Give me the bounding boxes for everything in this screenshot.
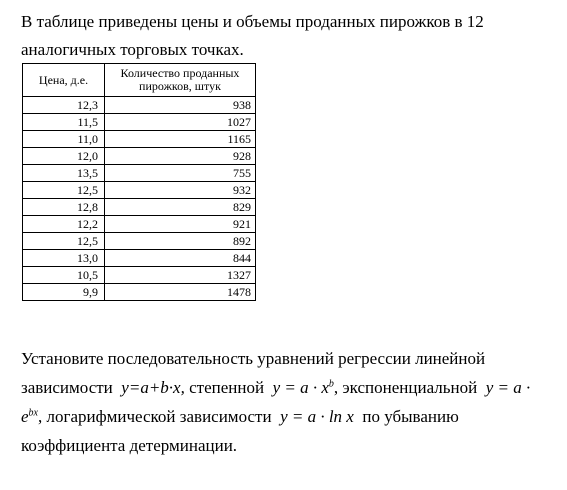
cell-price: 12,8 <box>23 199 105 216</box>
cell-quantity: 938 <box>105 97 256 114</box>
cell-quantity: 928 <box>105 148 256 165</box>
cell-price: 10,5 <box>23 267 105 284</box>
table-header-row <box>23 64 256 97</box>
task-text-part-1: Установите последовательность уравнений регрессии линейной зависимости <box>21 349 486 397</box>
equation-logarithmic: y = a · ln x <box>280 407 354 426</box>
task-text-part-5: по убыванию коэффициента детерминации. <box>21 407 459 455</box>
table-row <box>23 114 256 131</box>
equation-exponential-exponent: bx <box>28 407 38 419</box>
table-row <box>23 199 256 216</box>
cell-price: 11,5 <box>23 114 105 131</box>
cell-price: 13,5 <box>23 165 105 182</box>
cell-price: 12,3 <box>23 97 105 114</box>
cell-quantity: 932 <box>105 182 256 199</box>
table-row <box>23 233 256 250</box>
price-volume-table <box>22 63 256 301</box>
cell-price: 12,5 <box>23 233 105 250</box>
cell-price: 12,0 <box>23 148 105 165</box>
cell-quantity: 921 <box>105 216 256 233</box>
table-row <box>23 250 256 267</box>
cell-quantity: 892 <box>105 233 256 250</box>
table-row <box>23 97 256 114</box>
column-header-quantity: Количество проданных пирожков, штук <box>105 64 256 97</box>
cell-quantity: 1027 <box>105 114 256 131</box>
equation-power-exponent: b <box>328 378 334 390</box>
table-row <box>23 216 256 233</box>
equation-power-base: y = a · x <box>272 378 329 397</box>
column-header-price: Цена, д.е. <box>23 64 105 97</box>
equation-power <box>273 378 334 397</box>
table-row <box>23 267 256 284</box>
task-text-part-4: , логарифмической зависимости <box>38 407 272 426</box>
equation-exponential-base: y = a · e <box>21 378 531 426</box>
cell-quantity: 1327 <box>105 267 256 284</box>
table-row <box>23 131 256 148</box>
intro-text: В таблице приведены цены и объемы проданных пирожков в 12 аналогичных торговых точках. <box>21 12 484 59</box>
task-text-part-2: степенной <box>189 378 265 397</box>
table-row <box>23 284 256 301</box>
cell-price: 11,0 <box>23 131 105 148</box>
cell-price: 12,2 <box>23 216 105 233</box>
table-row <box>23 165 256 182</box>
task-text <box>21 344 551 460</box>
cell-price: 9,9 <box>23 284 105 301</box>
cell-quantity: 844 <box>105 250 256 267</box>
cell-quantity: 1478 <box>105 284 256 301</box>
cell-quantity: 829 <box>105 199 256 216</box>
task-text-part-3: , экспоненциальной <box>333 378 478 397</box>
cell-price: 12,5 <box>23 182 105 199</box>
cell-quantity: 755 <box>105 165 256 182</box>
cell-price: 13,0 <box>23 250 105 267</box>
equation-linear: y=a+b·x, <box>121 378 185 397</box>
table-row <box>23 182 256 199</box>
table-row <box>23 148 256 165</box>
cell-quantity: 1165 <box>105 131 256 148</box>
